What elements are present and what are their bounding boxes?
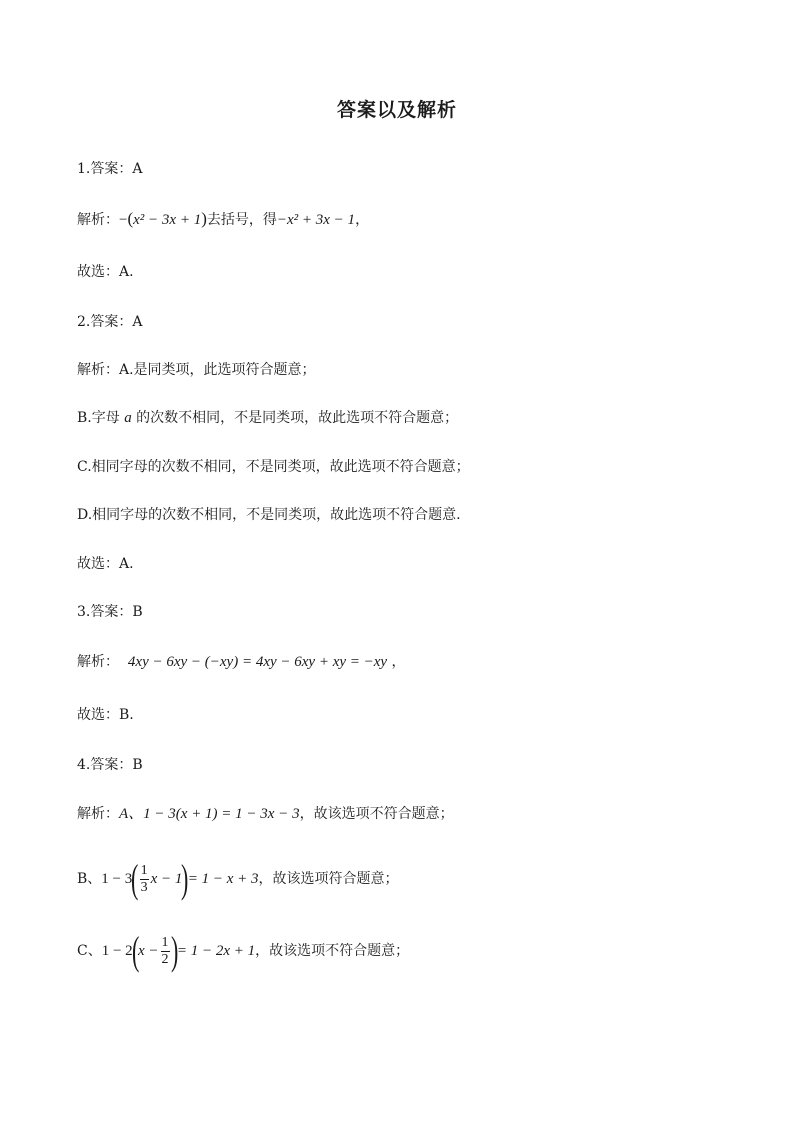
q2-analysis: 解析：A.是同类项，此选项符合题意； — [77, 362, 316, 378]
q4-c-frac-den: 2 — [161, 951, 169, 967]
page-title: 答案以及解析 — [336, 99, 457, 121]
q4-c-frac-num: 1 — [161, 934, 169, 950]
q4-b-frac-den: 3 — [140, 879, 148, 895]
q2-b-prefix: B.字母 — [77, 410, 120, 426]
q4-c-expr-pre: 1 − 2 — [101, 943, 133, 959]
q4-a-expr: A、1 − 3(x + 1) = 1 − 3x − 3 — [119, 806, 300, 822]
q3-expr: 4xy − 6xy − (−xy) = 4xy − 6xy + xy = −xy — [127, 654, 388, 670]
q4-analysis-label: 解析： — [77, 806, 119, 822]
q1-expr-inner: x² − 3x + 1 — [133, 212, 202, 228]
q1-select: 故选：A. — [77, 264, 134, 280]
q4-b-frac-num: 1 — [140, 862, 148, 878]
q3-select: 故选：B. — [77, 707, 134, 723]
q2-select: 故选：A. — [77, 556, 134, 572]
q4-b-fraction — [140, 863, 149, 896]
q4-c-text: ，故该选项不符合题意； — [255, 943, 410, 959]
q4-a-text: ，故该选项不符合题意； — [299, 806, 454, 822]
q4-option-c: C、1 − 2(x − $\frac{1}{2}$ )= 1 − 2x + 1，故该选项不符合题意； — [77, 928, 410, 973]
q4-b-label: B、 — [77, 871, 102, 887]
q2-option-c: C.相同字母的次数不相同，不是同类项，故此选项不符合题意； — [77, 459, 470, 475]
q2-b-var: a — [124, 410, 132, 426]
q3-comma: ， — [391, 654, 406, 670]
q4-c-label: C、 — [77, 943, 102, 959]
q4-c-fraction — [161, 935, 170, 968]
q4-c-expr-post: = 1 − 2x + 1 — [176, 943, 256, 959]
q4-answer: 4.答案：B — [77, 757, 143, 773]
q2-b-suffix: 的次数不相同，不是同类项，故此选项不符合题意； — [136, 410, 459, 426]
q4-option-b: B、1 − 3( $\frac{1}{3}$ x − 1)= 1 − x + 3，故该选项符合题意； — [77, 856, 399, 901]
q4-c-expr-in: x − — [138, 943, 159, 959]
q4-b-expr-pre: 1 − 3 — [101, 871, 133, 887]
q2-option-d: D.相同字母的次数不相同，不是同类项，故此选项不符合题意. — [77, 507, 461, 523]
q2-option-b — [77, 408, 458, 428]
q3-analysis-label: 解析： — [77, 654, 119, 670]
q4-b-expr-post: = 1 − x + 3 — [187, 871, 259, 887]
q4-option-a — [77, 804, 454, 824]
q4-b-text: ，故该选项符合题意； — [258, 871, 399, 887]
q1-analysis: 解析：−(x² − 3x + 1)去括号，得−x² + 3x − 1， — [77, 209, 370, 228]
q1-expr-neg: − — [119, 212, 128, 228]
q3-analysis — [77, 652, 406, 672]
q1-analysis-label: 解析： — [77, 212, 119, 228]
q4-b-expr-in: x − 1 — [150, 871, 183, 887]
q1-comma: ， — [355, 212, 370, 228]
q1-result: −x² + 3x − 1 — [276, 212, 356, 228]
q1-text-mid: 去括号，得 — [206, 212, 277, 228]
q2-answer: 2.答案：A — [77, 314, 143, 330]
q1-answer: 1.答案：A — [77, 161, 143, 177]
q3-answer: 3.答案：B — [77, 604, 143, 620]
